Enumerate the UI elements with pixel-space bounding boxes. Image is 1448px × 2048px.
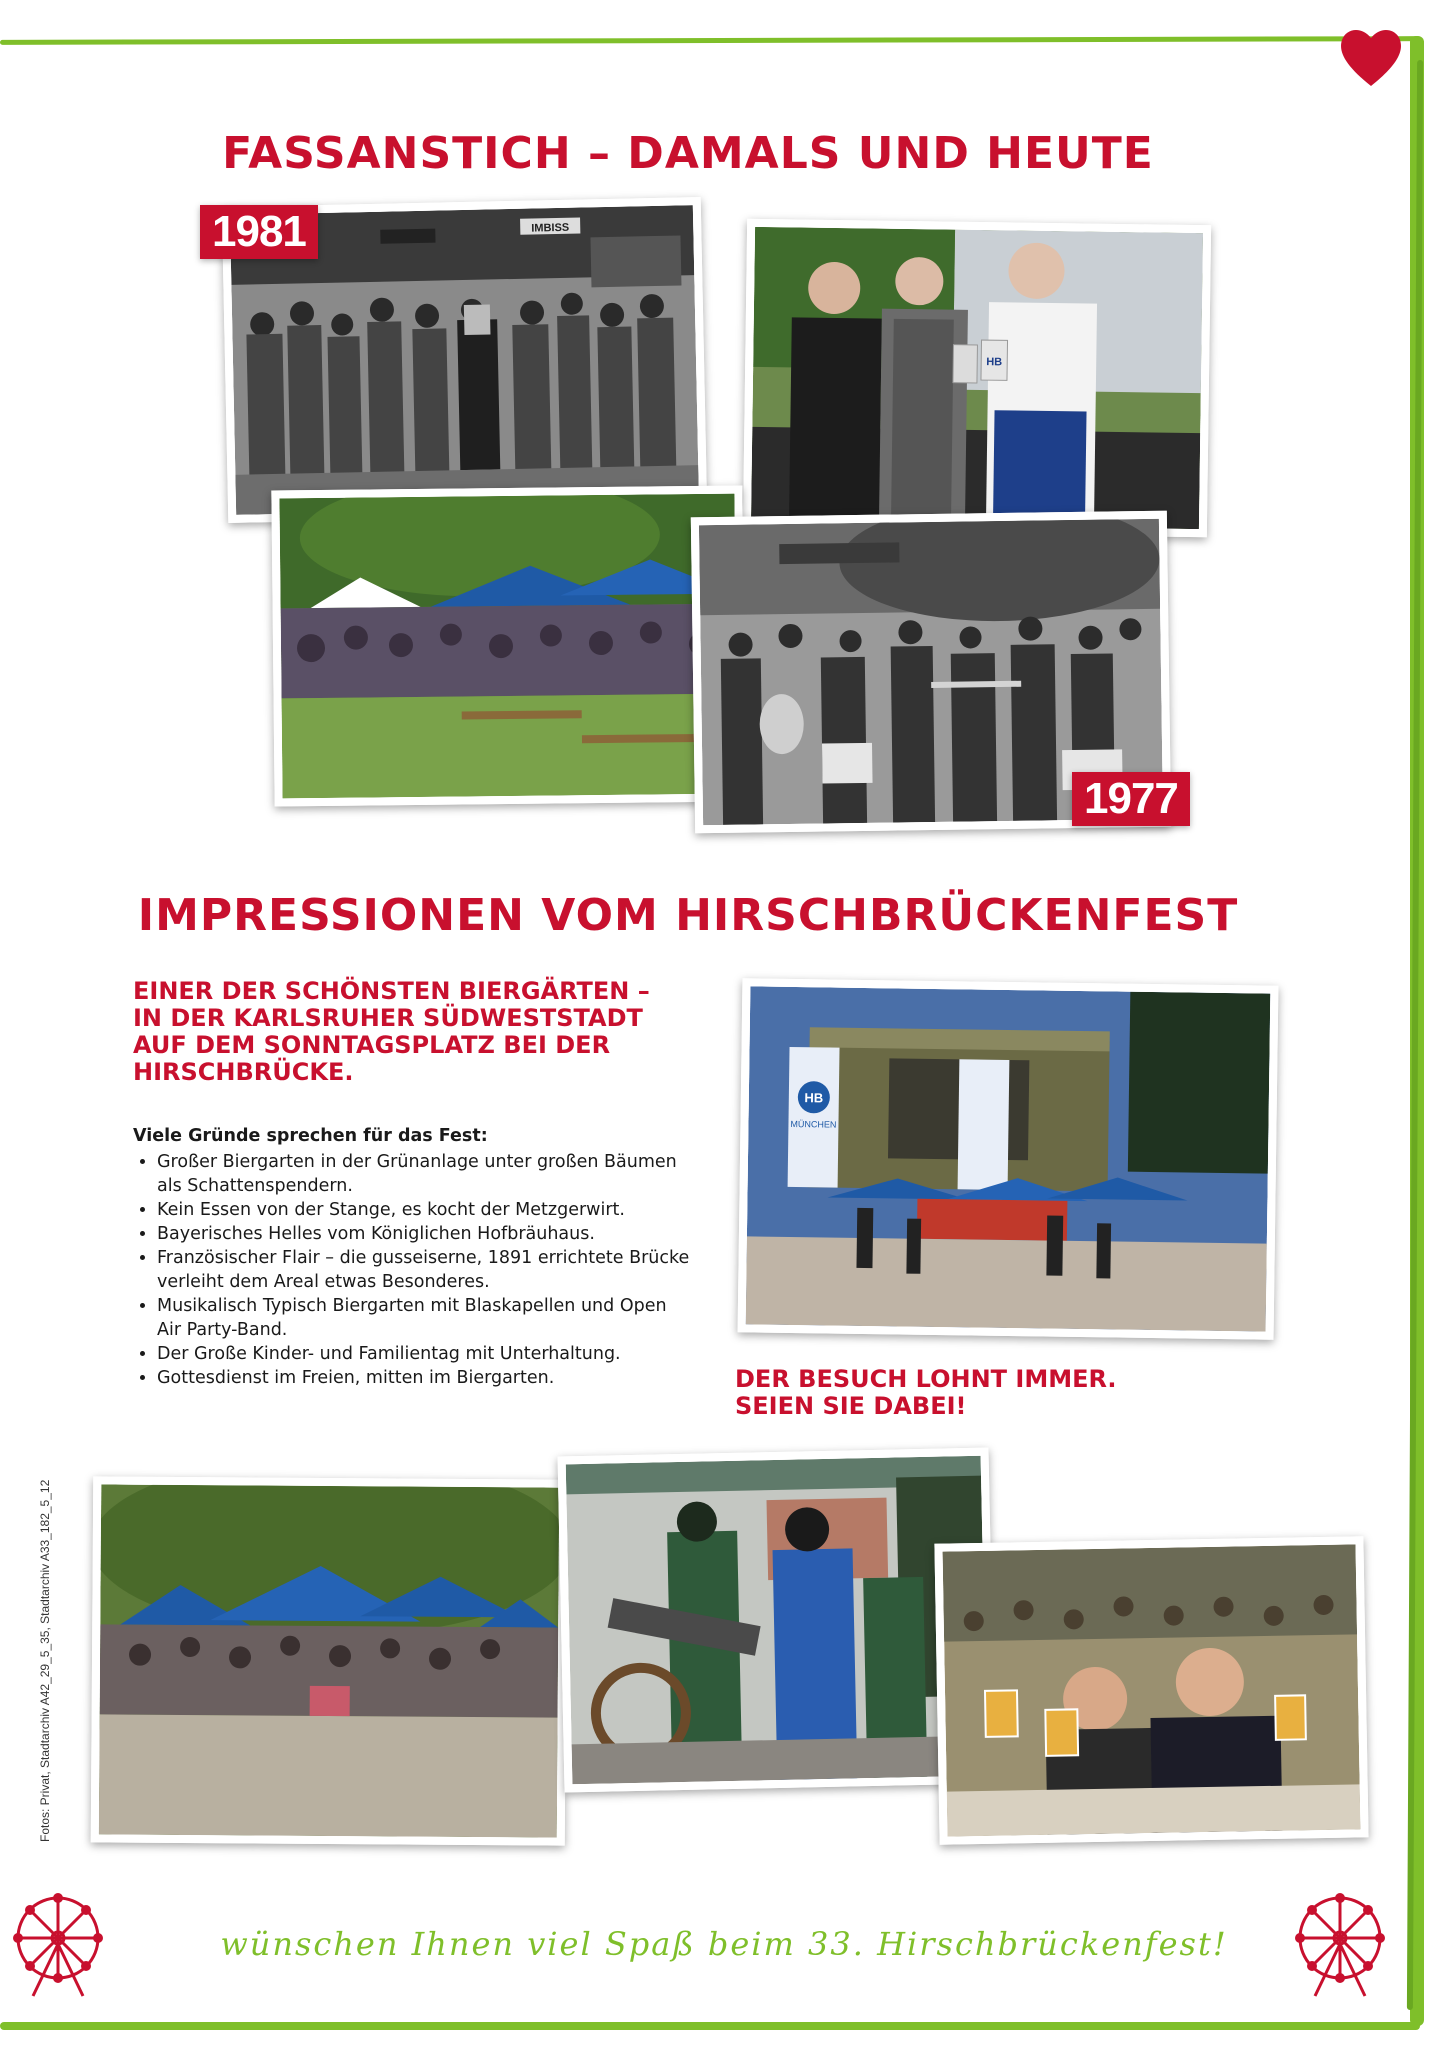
umbrella-garden-image	[99, 1484, 559, 1837]
imbiss-sign: IMBISS	[531, 221, 570, 235]
ferris-wheel-icon	[1290, 1888, 1390, 2000]
reason-item: • Bayerisches Helles vom Königlichen Hofbräuhaus.	[157, 1222, 693, 1246]
year-label-1977: 1977	[1072, 772, 1190, 826]
cannon-uniforms-image	[566, 1456, 988, 1785]
bridge-evening-image	[746, 986, 1271, 1331]
mug-logo: HB	[986, 356, 1003, 369]
reason-item: • Großer Biergarten in der Grünanlage unter großen Bäumen als Schattenspendern.	[157, 1150, 693, 1198]
guests-toasting-image	[943, 1544, 1361, 1836]
green-border-top	[0, 36, 1418, 45]
photo-kanone-uniformen	[558, 1448, 996, 1793]
reason-item: • Französischer Flair – die gusseiserne, 1891 errichtete Brücke verleiht dem Areal etwas Besonderes.	[157, 1246, 693, 1294]
photo-fassanstich-heute	[743, 219, 1211, 537]
hb-flag-sub: MÜNCHEN	[790, 1118, 837, 1130]
green-border-bottom	[0, 2022, 1420, 2030]
cta-line: SEIEN SIE DABEI!	[735, 1392, 967, 1420]
reason-item: • Musikalisch Typisch Biergarten mit Blaskapellen und Open Air Party-Band.	[157, 1294, 693, 1342]
cta-line: DER BESUCH LOHNT IMMER.	[735, 1365, 1117, 1393]
hb-flag-logo: HB	[804, 1090, 824, 1106]
call-to-action	[735, 1366, 1117, 1420]
heading-fassanstich: FASSANSTICH – DAMALS UND HEUTE	[222, 128, 1154, 179]
intro-line: AUF DEM SONNTAGSPLATZ BEI DER	[133, 1031, 611, 1059]
intro-line: HIRSCHBRÜCKE.	[133, 1058, 354, 1086]
reason-item: • Kein Essen von der Stange, es kocht der Metzgerwirt.	[157, 1198, 693, 1222]
photo-biergarten-farbe	[271, 486, 745, 807]
ferris-wheel-icon	[8, 1888, 108, 2000]
photo-hirschbruecke-abend	[738, 978, 1279, 1339]
photo-biergarten-schirme	[91, 1476, 568, 1845]
reason-item: • Gottesdienst im Freien, mitten im Biergarten.	[157, 1366, 693, 1390]
beer-garden-image	[279, 494, 737, 799]
year-label-1981: 1981	[200, 205, 318, 259]
intro-line: IN DER KARLSRUHER SÜDWESTSTADT	[133, 1004, 643, 1032]
intro-subheading	[133, 978, 713, 1086]
tapping-ceremony-image	[751, 227, 1203, 529]
reason-item: • Der Große Kinder- und Familientag mit Unterhaltung.	[157, 1342, 693, 1366]
intro-line: EINER DER SCHÖNSTEN BIERGÄRTEN –	[133, 977, 650, 1005]
photo-gaeste-bierkruege	[934, 1536, 1368, 1844]
slogan: wünschen Ihnen viel Spaß beim 33. Hirschbrückenfest!	[220, 1925, 1228, 1963]
heading-impressionen: IMPRESSIONEN VOM HIRSCHBRÜCKENFEST	[137, 890, 1239, 941]
reasons-title: Viele Gründe sprechen für das Fest:	[133, 1126, 488, 1146]
photo-credit: Fotos: Privat, Stadtarchiv A42_29_5_35, Stadtarchiv A33_182_5_12	[38, 1479, 52, 1842]
reasons-list	[133, 1124, 693, 1390]
heart-icon	[1336, 22, 1406, 92]
